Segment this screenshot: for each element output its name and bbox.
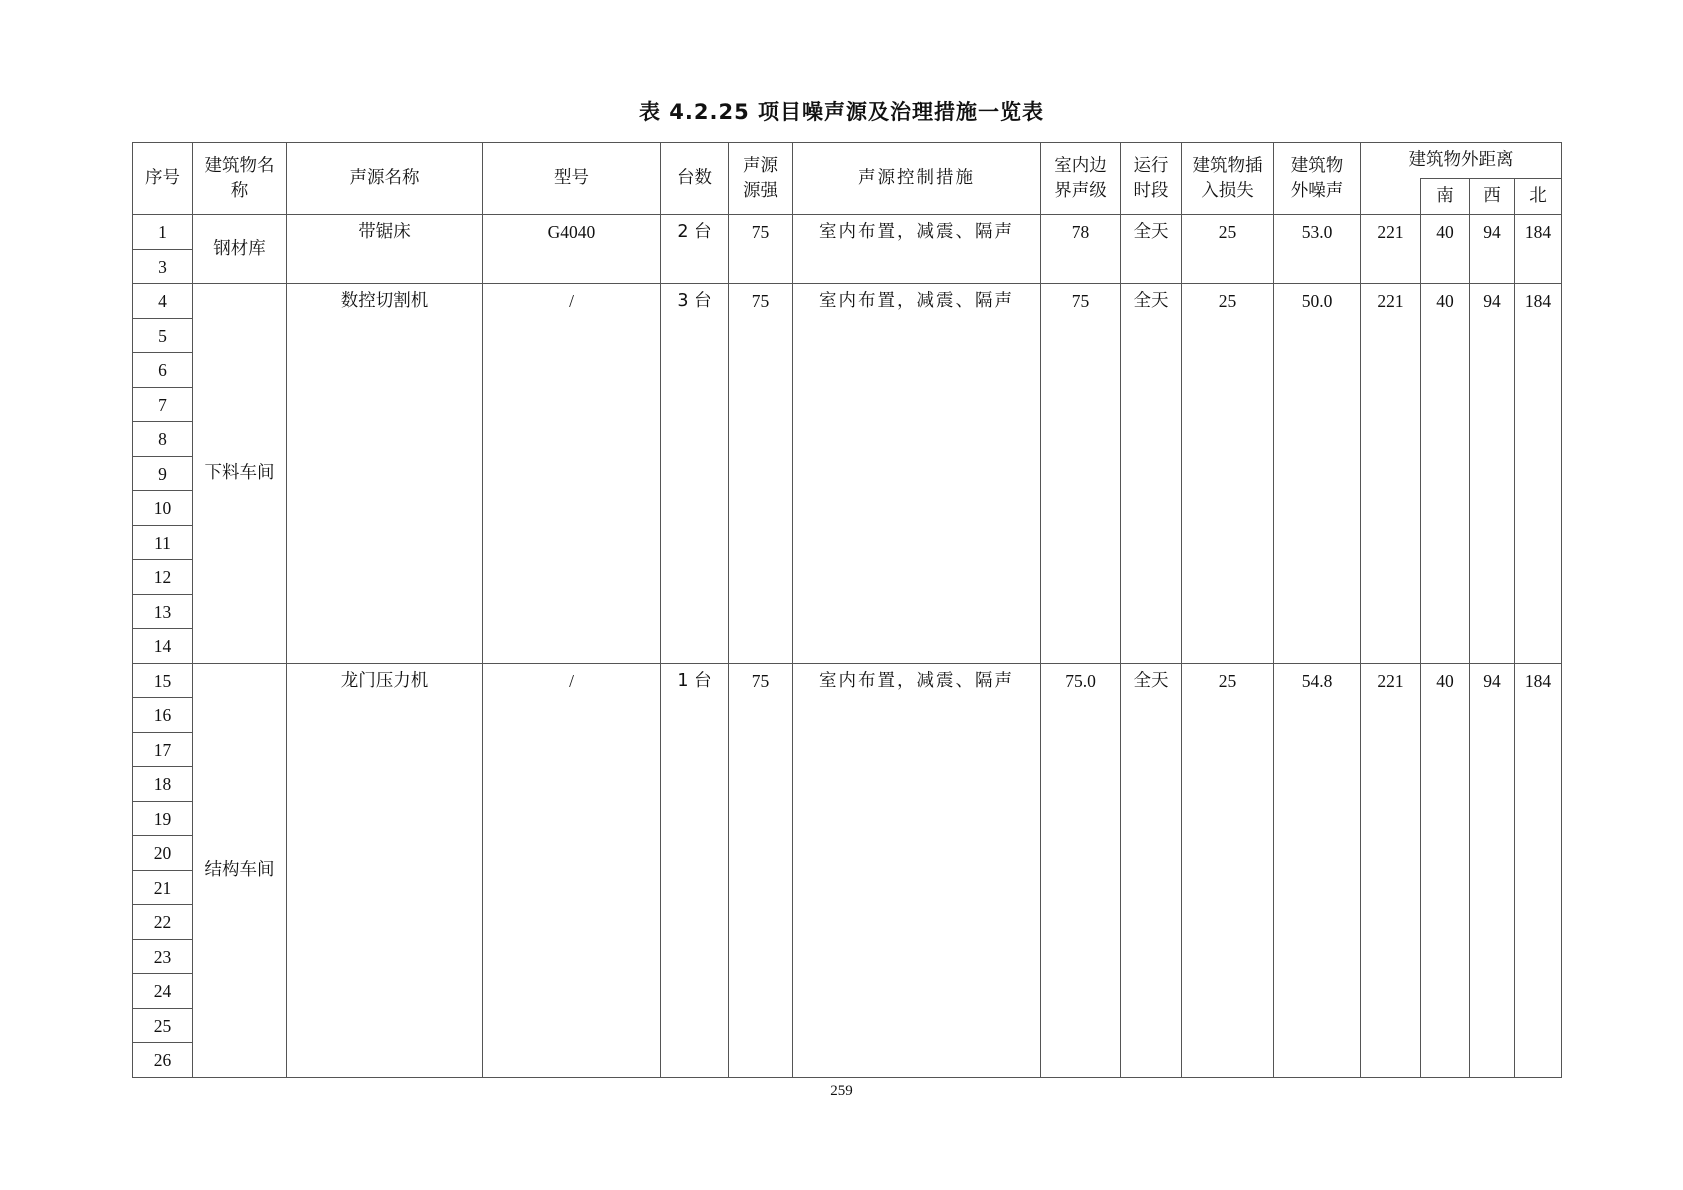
row-index-cell: 21: [133, 870, 193, 905]
row-index-cell: 23: [133, 939, 193, 974]
indoor-level-cell: 75: [1041, 284, 1121, 664]
control-cell: 室内布置，减震、隔声: [793, 663, 1041, 1077]
table-row: [133, 663, 1562, 698]
row-index-cell: 22: [133, 905, 193, 940]
noise-source-table: [132, 142, 1562, 1078]
indoor-level-cell: 78: [1041, 215, 1121, 284]
strength-cell: 75: [729, 284, 793, 664]
header-count: 台数: [661, 143, 729, 215]
control-cell: 室内布置，减震、隔声: [793, 215, 1041, 284]
header-distance-west: 西: [1470, 179, 1515, 215]
row-index-cell: 17: [133, 732, 193, 767]
row-index-cell: 7: [133, 387, 193, 422]
header-strength: 声源 源强: [729, 143, 793, 215]
header-period: 运行 时段: [1121, 143, 1182, 215]
insertion-loss-cell: 25: [1182, 215, 1274, 284]
row-index-cell: 10: [133, 491, 193, 526]
header-control: 声源控制措施: [793, 143, 1041, 215]
strength-cell: 75: [729, 215, 793, 284]
header-distance: 建筑物外距离: [1361, 143, 1562, 179]
distance-east-cell: 221: [1361, 284, 1421, 664]
row-index-cell: 1: [133, 215, 193, 250]
row-index-cell: 9: [133, 456, 193, 491]
distance-south-cell: 40: [1421, 284, 1470, 664]
table-title: 表 4.2.25 项目噪声源及治理措施一览表: [638, 100, 1045, 124]
row-index-cell: 18: [133, 767, 193, 802]
insertion-loss-cell: 25: [1182, 663, 1274, 1077]
outdoor-noise-cell: 53.0: [1274, 215, 1361, 284]
outdoor-noise-cell: 50.0: [1274, 284, 1361, 664]
building-name-cell: 钢材库: [193, 215, 287, 284]
distance-west-cell: 94: [1470, 663, 1515, 1077]
distance-west-cell: 94: [1470, 284, 1515, 664]
table-row: [133, 215, 1562, 250]
row-index-cell: 20: [133, 836, 193, 871]
header-building: 建筑物名 称: [193, 143, 287, 215]
distance-north-cell: 184: [1515, 663, 1562, 1077]
row-index-cell: 25: [133, 1008, 193, 1043]
header-insertion-loss: 建筑物插 入损失: [1182, 143, 1274, 215]
row-index-cell: 16: [133, 698, 193, 733]
building-name-cell: 结构车间: [193, 663, 287, 1077]
header-source-name: 声源名称: [287, 143, 483, 215]
model-cell: /: [483, 284, 661, 664]
row-index-cell: 14: [133, 629, 193, 664]
row-index-cell: 19: [133, 801, 193, 836]
period-cell: 全天: [1121, 663, 1182, 1077]
table-row: [133, 284, 1562, 319]
row-index-cell: 6: [133, 353, 193, 388]
row-index-cell: 26: [133, 1043, 193, 1078]
distance-south-cell: 40: [1421, 215, 1470, 284]
period-cell: 全天: [1121, 284, 1182, 664]
row-index-cell: 3: [133, 249, 193, 284]
indoor-level-cell: 75.0: [1041, 663, 1121, 1077]
distance-south-cell: 40: [1421, 663, 1470, 1077]
distance-west-cell: 94: [1470, 215, 1515, 284]
table-body: [133, 215, 1562, 1078]
header-index: 序号: [133, 143, 193, 215]
row-index-cell: 24: [133, 974, 193, 1009]
header-outdoor-noise: 建筑物 外噪声: [1274, 143, 1361, 215]
count-cell: 1 台: [661, 663, 729, 1077]
distance-north-cell: 184: [1515, 215, 1562, 284]
row-index-cell: 8: [133, 422, 193, 457]
insertion-loss-cell: 25: [1182, 284, 1274, 664]
model-cell: G4040: [483, 215, 661, 284]
distance-east-cell: 221: [1361, 663, 1421, 1077]
period-cell: 全天: [1121, 215, 1182, 284]
control-cell: 室内布置，减震、隔声: [793, 284, 1041, 664]
row-index-cell: 5: [133, 318, 193, 353]
building-name-cell: 下料车间: [193, 284, 287, 664]
count-cell: 2 台: [661, 215, 729, 284]
outdoor-noise-cell: 54.8: [1274, 663, 1361, 1077]
strength-cell: 75: [729, 663, 793, 1077]
source-name-cell: 龙门压力机: [287, 663, 483, 1077]
row-index-cell: 13: [133, 594, 193, 629]
header-distance-north: 北: [1515, 179, 1562, 215]
page-number: 259: [830, 1083, 853, 1099]
header-model: 型号: [483, 143, 661, 215]
row-index-cell: 4: [133, 284, 193, 319]
header-indoor-level: 室内边 界声级: [1041, 143, 1121, 215]
distance-east-cell: 221: [1361, 215, 1421, 284]
header-distance-south: 南: [1421, 179, 1470, 215]
distance-north-cell: 184: [1515, 284, 1562, 664]
model-cell: /: [483, 663, 661, 1077]
row-index-cell: 12: [133, 560, 193, 595]
source-name-cell: 数控切割机: [287, 284, 483, 664]
source-name-cell: 带锯床: [287, 215, 483, 284]
row-index-cell: 11: [133, 525, 193, 560]
row-index-cell: 15: [133, 663, 193, 698]
count-cell: 3 台: [661, 284, 729, 664]
header-distance-east: [1361, 179, 1421, 215]
